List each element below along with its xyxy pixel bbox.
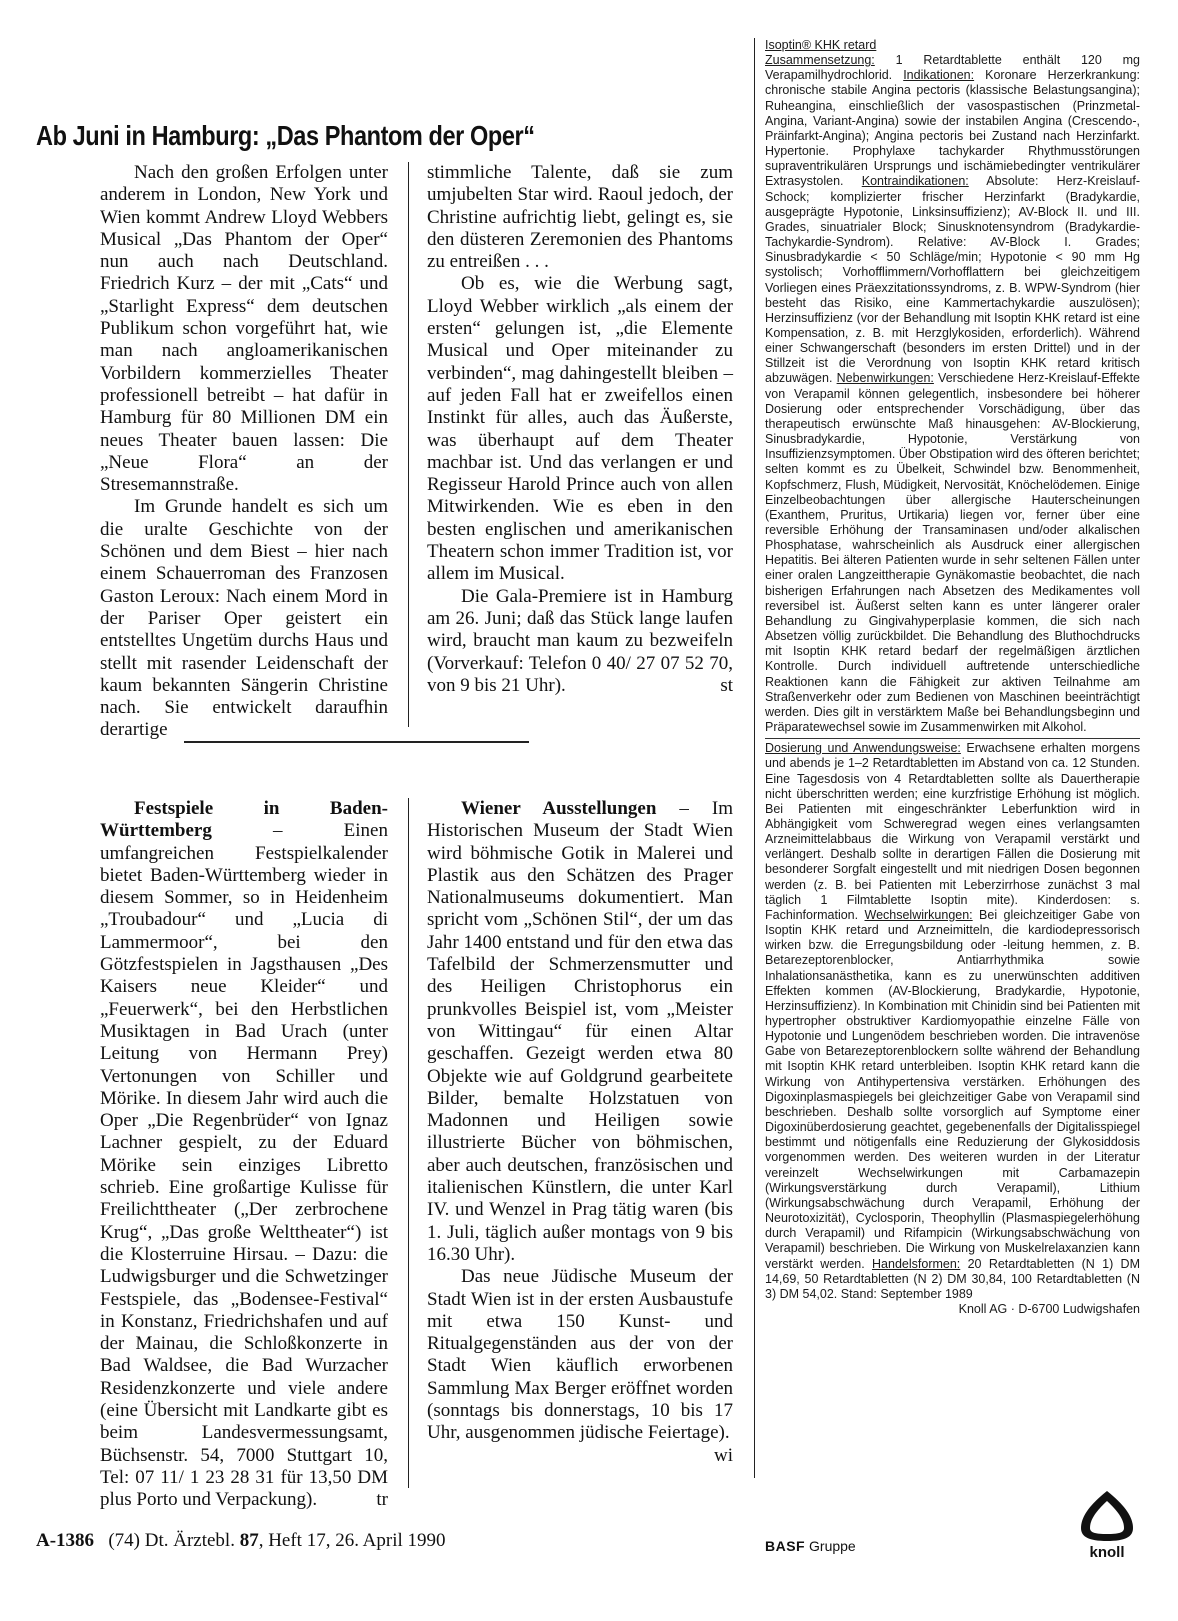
article3-signature: wi	[714, 1444, 733, 1466]
headline: Ab Juni in Hamburg: „Das Phantom der Oper“	[36, 120, 535, 151]
journal-volume: 87	[239, 1530, 259, 1551]
article1-paragraph	[427, 586, 733, 697]
article2-text: – Einen umfangreichen Festspielkalender bietet Baden-Württemberg wieder in diesem Sommer, so in Heidenheim „Troubadour“ und „Lucia di Lammermoor“, bei den Götzfestspielen in Jagsthausen „Des Kaisers neue Kleider“ und „Feuerwerk“, bei den Herbstlichen Musiktagen in Bad Urach (unter Leitung von Hermann Prey) Vertonungen von Schiller und Mörike. In diesem Jahr wird auch die Oper „Die Regenbrüder“ von Ignaz Lachner gespielt, zu der Eduard Mörike sein einziges Libretto schrieb. Eine großartige Kulisse für Freilichttheater („Der zerbrochene Krug“, „Das große Welttheater“) ist die Klosterruine Hirsau. – Dazu: die Ludwigsburger und die Schwetzinger Festspiele, das „Bodensee-Festival“ in Konstanz, Friedrichshafen und auf der Mainau, die Schloßkonzerte in Bad Waldsee, die Bad Wurzacher Residenzkonzerte und viele andere (eine Übersicht mit Landkarte gibt es beim Landesvermessungsamt, Büchsenstr. 54, 7000 Stuttgart 10, Tel: 07 11/ 1 23 28 31 für 13,50 DM plus Porto und Verpackung).	[100, 820, 388, 1511]
column-divider	[408, 162, 409, 727]
interactions-label: Wechselwirkungen:	[864, 907, 973, 922]
indications-text: Koronare Herzerkrankung: chronische stabile Angina pectoris (klassische Belastungsangina); Ruheangina, einschließlich der vasospastischen (Prinzmetal-Angina, Variant-Angina) sowie der instabilen Angina (Crescendo-, Präinfarkt-Angina); Angina pectoris bei Zustand nach Herzinfarkt. Hypertonie. Prophylaxe tachykarder Rhythmusstörungen supraventrikulären Ursprungs und ischämiebedingter ventrikulärer Extrasystolen.	[765, 68, 1140, 189]
article2-paragraph	[100, 798, 388, 1512]
basf-group-label	[765, 1538, 856, 1554]
side-effects-label: Nebenwirkungen:	[836, 371, 934, 386]
journal-issue: , Heft 17, 26. April 1990	[258, 1530, 446, 1551]
page-code: A-1386	[36, 1530, 95, 1551]
article1-paragraph: stimmliche Talente, daß sie zum umjubelten Star wird. Raoul jedoch, der Christine aufrichtig liebt, gelingt es, sie den düsteren Zeremonien des Phantoms zu entreißen . . .	[427, 162, 733, 273]
composition-label: Zusammensetzung:	[765, 53, 875, 68]
article3-column	[427, 798, 733, 1467]
contraindications-text: Absolute: Herz-Kreislauf-Schock; komplizierter frischer Herzinfarkt (Bradykardie, ausgeprägte Hypotonie, Linksinsuffizienz); AV-Block II. und III. Grades, sinuatrialer Block; Sinusknotensyndrom (Bradykardie-Tachykardie-Syndrom). Relative: AV-Block I. Grades; Sinusbradykardie < 50 Schläge/min; Hypotonie < 90 mm Hg systolisch; Vorhofflimmern/Vorhofflattern bei gleichzeitigem Vorliegen eines Präexzitationssyndroms, z. B. WPW-Syndrom (hier besteht das Risiko, eine Kammertachykardie auszulösen); Herzinsuffizienz (vor der Behandlung mit Isoptin KHK retard ist eine Kompensation, z. B. mit Herzglykosiden, erforderlich). Während einer Schwangerschaft (besonders im ersten Drittel) und in der Stillzeit ist die Verordnung von Isoptin KHK retard kritisch abzuwägen.	[765, 174, 1140, 386]
contraindications-label: Kontraindikationen:	[861, 174, 969, 189]
drug-info-sidebar	[765, 38, 1140, 1317]
side-effects-text: Verschiedene Herz-Kreislauf-Effekte von Verapamil können gelegentlich, insbesondere bei höherer Dosierung oder entsprechender Vorschädigung, über das therapeutisch erwünschte Maß hinausgehen: AV-Blockierung, Sinusbradykardie, Hypotonie, Verstärkung von Insuffizienzsymptomen. Über Obstipation wird des öfteren berichtet; selten kommt es zu Übelkeit, Schwindel bzw. Benommenheit, Kopfschmerz, Flush, Müdigkeit, Nervosität, Knöchelödemen. Einige Einzelbeobachtungen über allergische Hauterscheinungen (Exanthem, Pruritus, Urtikaria) liegen vor, ferner über eine reversible Erhöhung der Transaminasen und/oder alkalischen Phosphatase, wahrscheinlich als Ausdruck einer allergischen Hepatitis. Bei älteren Patienten wurde in sehr seltenen Fällen unter einer oralen Langzeittherapie Gynäkomastie beobachtet, die nach bisherigen Erfahrungen nach Absetzen des Medikamentes voll reversibel ist. Äußerst selten kann es unter längerer oraler Behandlung zu Gingivahyperplasie kommen, die sich nach Absetzen völlig zurückbildet. Die Behandlung des Bluthochdrucks mit Isoptin KHK retard bedarf der regelmäßigen ärztlichen Kontrolle. Durch individuell auftretende unterschiedliche Reaktionen kann die Fähigkeit zur aktiven Teilnahme am Straßenverkehr oder zum Bedienen von Maschinen beeinträchtigt werden. Dies gilt in verstärktem Maße bei Behandlungsbeginn und Präparatewechsel sowie im Zusammenwirken mit Alkohol.	[765, 371, 1141, 735]
article2-signature: tr	[376, 1489, 388, 1511]
dosage-label: Dosierung und Anwendungsweise:	[765, 741, 961, 756]
basf-text: BASF	[765, 1538, 806, 1554]
article1-column2	[427, 162, 733, 697]
company-address: Knoll AG · D-6700 Ludwigshafen	[958, 1301, 1140, 1316]
article1-paragraph: Im Grunde handelt es sich um die uralte Geschichte von der Schönen und dem Biest – hier nach einem Schauerroman des Franzosen Gaston Leroux: Nach einem Mord in der Pariser Oper geistert ein entstelltes Ungetüm durchs Haus und stellt mit rasender Leidenschaft der kaum bekannten Sängerin Christine nach. Sie entwickelt daraufhin derartige	[100, 496, 388, 741]
article3-lead: Wiener Ausstellungen	[461, 798, 657, 819]
article1-column1	[100, 162, 388, 742]
sidebar-separator	[765, 738, 1140, 739]
product-name	[765, 38, 1140, 53]
indications-label: Indikationen:	[903, 68, 975, 83]
article2-lead: Festspiele in Baden-Württemberg	[100, 798, 388, 842]
journal-citation: (74) Dt. Ärztebl.	[108, 1530, 240, 1551]
sidebar-section	[765, 741, 1140, 1302]
section-separator	[184, 741, 529, 743]
article3-paragraph-text: Das neue Jüdische Museum der Stadt Wien ist in der ersten Ausbaustufe mit etwa 150 Kunst- und Ritualgegenständen aus der von der Stadt Wien käuflich erworbenen Sammlung Max Berger eröffnet worden (sonntags bis donnerstags, 10 bis 17 Uhr, ausgenommen jüdische Feiertage).	[427, 1266, 733, 1444]
article1-signature: st	[720, 674, 733, 696]
sidebar-section	[765, 53, 1140, 735]
dosage-text: Erwachsene erhalten morgens und abends je 1–2 Retardtabletten im Abstand von ca. 12 Stunden. Eine Tagesdosis von 4 Retardtabletten sollte als Dauertherapie nicht überschritten werden; eine kurzfristige Erhöhung ist möglich. Bei Patienten mit eingeschränkter Leberfunktion wird in Abhängigkeit vom Schweregrad wegen eines verlangsamten Arzneimittelabbaus die Wirkung von Verapamil verstärkt und verlängert. Deshalb sollte in derartigen Fällen die Dosierung mit besonderer Sorgfalt eingestellt und mit niedrigen Dosen begonnen werden (z. B. bei Patienten mit Leberzirrhose zunächst 3 mal täglich 1 Filmtablette Isoptin mite). Kinderdosen: s. Fachinformation.	[765, 741, 1140, 922]
packaging-text: 20 Retardtabletten (N 1) DM 14,69, 50 Retardtabletten (N 2) DM 30,84, 100 Retardtabletten (N 3) DM 54,02. Stand: September 1989	[765, 1256, 1140, 1301]
knoll-logo-text: knoll	[1089, 1544, 1125, 1560]
article3-paragraph	[427, 798, 733, 1266]
column-divider	[408, 798, 409, 1488]
interactions-text: Bei gleichzeitiger Gabe von Isoptin KHK retard und Arzneimitteln, die kardiodepressorisch wirken bzw. die Erregungsbildung oder -leitung hemmen, z. B. Betarezeptorenblocker, Antiarrhythmika sowie Inhalationsanästhetika, kann es zu unerwünschten additiven Effekten kommen (AV-Blockierung, Bradykardie, Hypotonie, Herzinsuffizienz). In Kombination mit Chinidin sind bei Patienten mit hypertropher obstruktiver Kardiomyopathie einzelne Fälle von Hypotonie und Lungenödem beschrieben worden. Die intravenöse Gabe von Betarezeptorenblockern sollte während der Behandlung mit Isoptin KHK retard unterbleiben. Isoptin KHK retard kann die Wirkung von Antihypertensiva verstärken. Erhöhungen des Digoxinplasmaspiegels bei gleichzeitiger Gabe von Verapamil sind beschrieben. Deshalb sollte vorsorglich auf Symptome einer Digoxinüberdosierung geachtet, gegebenenfalls der Digitalisspiegel bestimmt und nötigenfalls eine Reduzierung der Glykosiddosis vorgenommen werden. Des weiteren wurden in der Literatur vereinzelt Wechselwirkungen mit Carbamazepin (Wirkungsverstärkung durch Verapamil), Lithium (Wirkungsabschwächung durch Verapamil, Erhöhung der Neurotoxizität), Cyclosporin, Theophyllin (Plasmaspiegelerhöhung durch Verapamil) und Rifampicin (Wirkungsabschwächung von Verapamil) beschrieben. Die Wirkung von Muskelrelaxanzien kann verstärkt werden.	[765, 907, 1140, 1271]
gruppe-text: Gruppe	[805, 1538, 856, 1554]
knoll-logo-icon	[1074, 1488, 1140, 1560]
packaging-label: Handelsformen:	[872, 1256, 961, 1271]
product-name-text: Isoptin® KHK retard	[765, 38, 877, 52]
article1-paragraph: Nach den großen Erfolgen unter anderem in London, New York und Wien kommt Andrew Lloyd Webbers Musical „Das Phantom der Oper“ nun auch nach Deutschland. Friedrich Kurz – der mit „Cats“ und „Starlight Express“ dem deutschen Publikum schon vorgeführt hat, wie man nach angloamerikanischen Vorbildern kommerzielles Theater professionell betreibt – hat dafür in Hamburg für 80 Millionen DM ein neues Theater bauen lassen: Die „Neue Flora“ an der Stresemannstraße.	[100, 162, 388, 496]
composition-text: 1 Retardtablette enthält 120 mg Verapamilhydrochlorid.	[765, 53, 1140, 83]
article2-column	[100, 798, 388, 1512]
page-footer	[36, 1530, 446, 1552]
article1-paragraph-text: Die Gala-Premiere ist in Hamburg am 26. Juni; daß das Stück lange laufen wird, braucht man kaum zu bezweifeln (Vorverkauf: Telefon 0 40/ 27 07 52 70, von 9 bis 21 Uhr).	[427, 585, 733, 696]
article1-paragraph: Ob es, wie die Werbung sagt, Lloyd Webber wirklich „als einem der ersten“ gelungen ist, „die Elemente Musical und Oper miteinander zu verbinden“, mag dahingestellt bleiben – auf jeden Fall hat er zweifellos einen Instinkt für alles, auch das Äußerste, was überhaupt auf dem Theater machbar ist. Und das verlangen er und Regisseur Harold Prince auch von allen Mitwirkenden. Wie es eben in den besten englischen und amerikanischen Theatern schon immer Tradition ist, vor allem im Musical.	[427, 273, 733, 585]
article3-paragraph	[427, 1266, 733, 1466]
sidebar-divider	[754, 38, 755, 1478]
article3-text: – Im Historischen Museum der Stadt Wien wird böhmische Gotik in Malerei und Plastik aus den Schätzen des Prager Nationalmuseums dokumentiert. Man spricht vom „Schönen Stil“, der um das Jahr 1400 entstand und für den etwa das Tafelbild der Schmerzensmutter und des Heiligen Christophorus ein prunkvolles Beispiel ist, vom „Meister von Wittingau“ für einen Altar geschaffen. Gezeigt werden etwa 80 Objekte wie auf Goldgrund gearbeitete Bilder, bemalte Holzstatuen von Madonnen und Heiligen sowie illustrierte Bücher von böhmischen, aber auch deutschen, französischen und italienischen Künstlern, die unter Karl IV. und Wenzel in Prag tätig waren (bis 1. Juli, täglich außer montags von 9 bis 16.30 Uhr).	[427, 798, 733, 1265]
